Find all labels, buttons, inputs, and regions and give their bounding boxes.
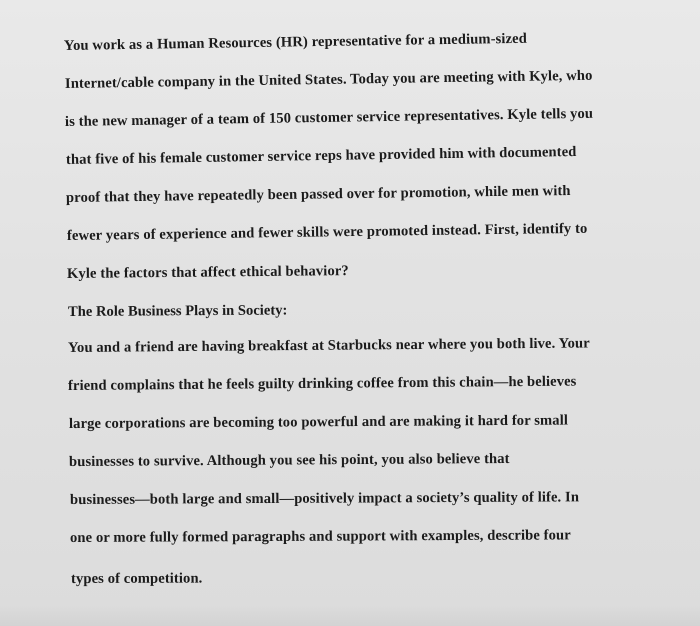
paragraph-1-line-5: proof that they have repeatedly been passed over for promotion, while men with [65, 182, 571, 206]
paragraph-1-line-3: is the new manager of a team of 150 customer service representatives. Kyle tells you [64, 105, 594, 130]
paragraph-1-line-1: You work as a Human Resources (HR) representative for a medium-sized [63, 30, 528, 54]
paragraph-2-line-7: types of competition. [70, 570, 203, 587]
paragraph-1-line-6: fewer years of experience and fewer skills were promoted instead. First, identify to [66, 220, 588, 244]
paragraph-2-line-1: You and a friend are having breakfast at Starbucks near where you both live. Your [67, 335, 590, 356]
section-heading: The Role Business Plays in Society: [67, 302, 288, 320]
paragraph-2-line-5: businesses—both large and small—positively impact a society’s quality of life. In [69, 489, 580, 508]
paragraph-2-line-3: large corporations are becoming too powerful and are making it hard for small [68, 412, 569, 432]
photo-edge-shadow [0, 604, 700, 626]
paragraph-1-line-4: that five of his female customer service reps have provided him with documented [65, 143, 577, 168]
paragraph-1-line-7: Kyle the factors that affect ethical behavior? [66, 263, 349, 282]
paragraph-2-line-4: businesses to survive. Although you see his point, you also believe that [68, 450, 510, 470]
paragraph-2-line-2: friend complains that he feels guilty drinking coffee from this chain—he believes [67, 373, 577, 394]
paragraph-1-line-2: Internet/cable company in the United States. Today you are meeting with Kyle, who [64, 67, 593, 92]
paragraph-2-line-6: one or more fully formed paragraphs and support with examples, describe four [69, 527, 571, 546]
